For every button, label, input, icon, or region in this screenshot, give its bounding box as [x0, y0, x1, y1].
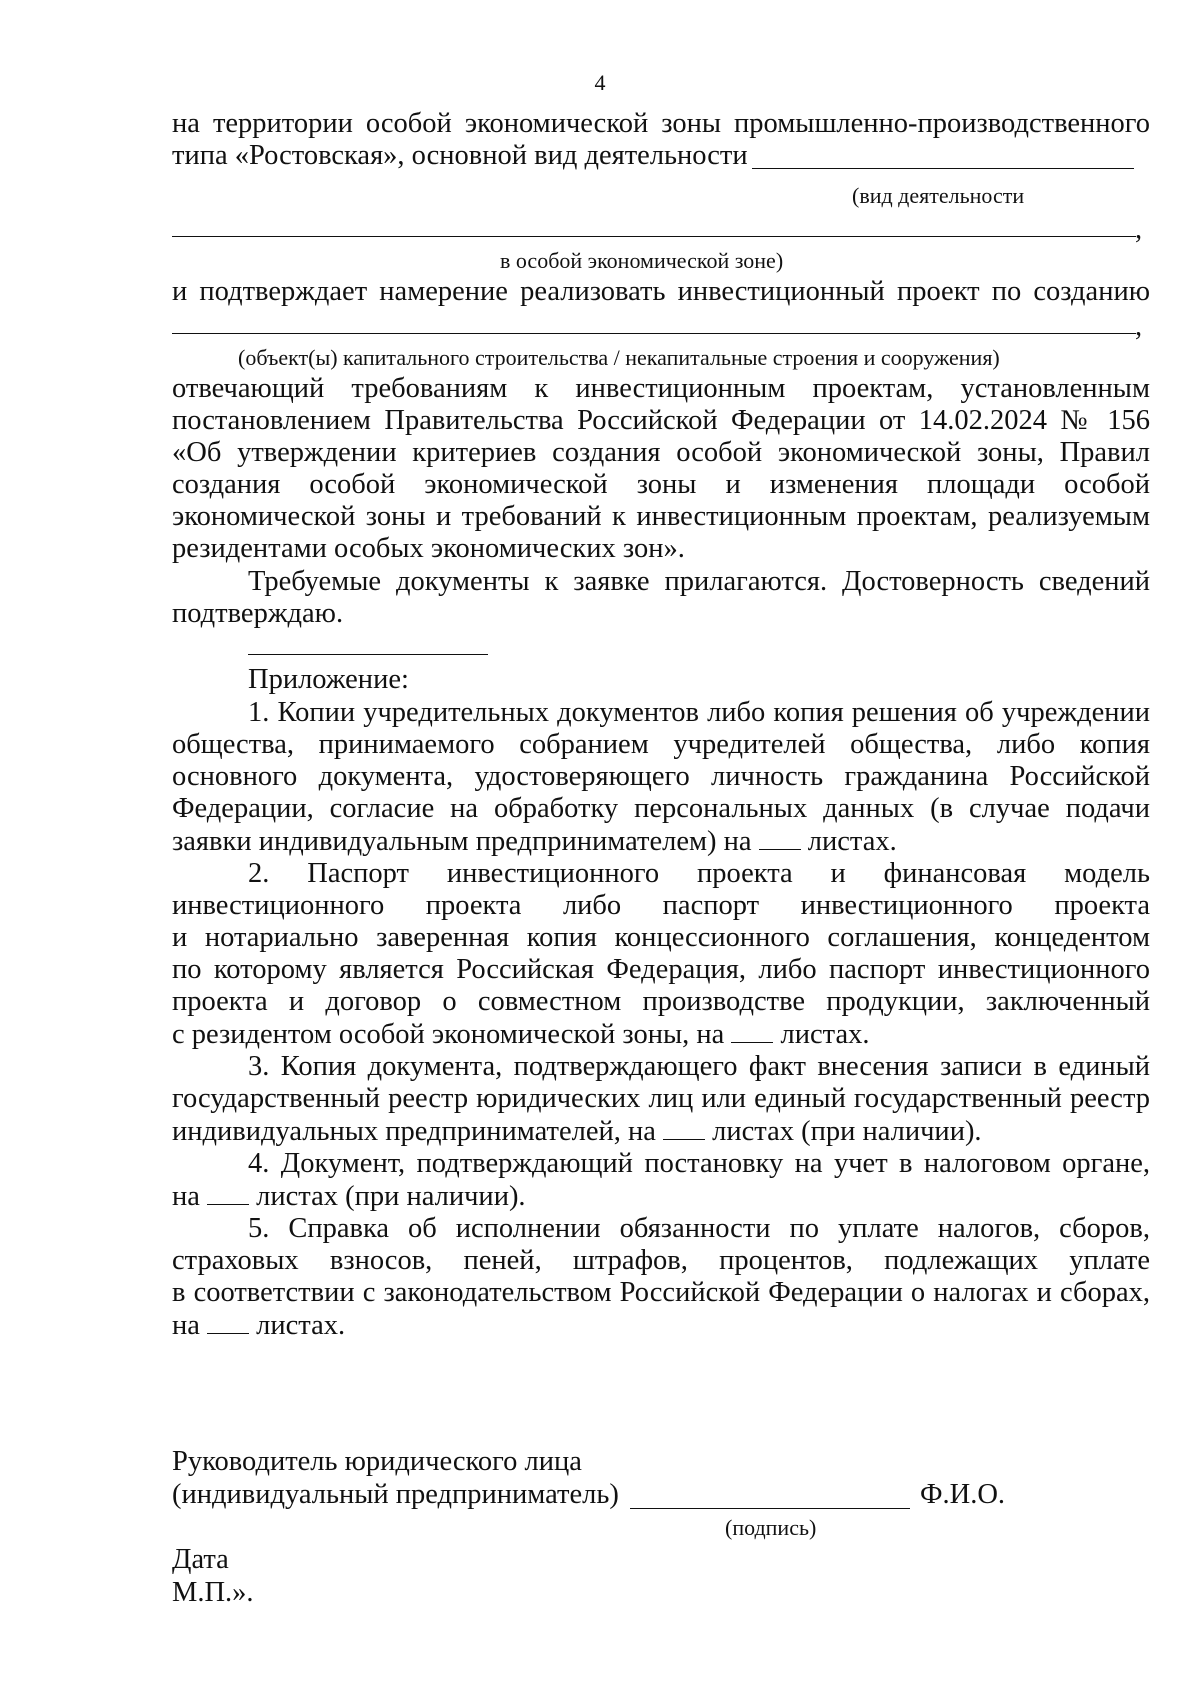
para3-line: «Об утверждении критериев создания особой экономической зоны, Правил	[172, 437, 1150, 468]
item1-line-last	[172, 825, 1150, 858]
item3-last-after: листах (при наличии).	[712, 1116, 982, 1147]
sheet-count-blank	[207, 1180, 249, 1205]
item1-line: Федерации, согласие на обработку персональных данных (в случае подачи	[172, 793, 1150, 824]
item3-last-before: индивидуальных предпринимателей, на	[172, 1116, 656, 1147]
appendix-title: Приложение:	[248, 664, 409, 695]
date-label: Дата	[172, 1544, 229, 1575]
activity-caption-b: в особой экономической зоне)	[500, 248, 784, 273]
item2-line: проекта и договор о совместном производстве продукции, заключенный	[172, 986, 1150, 1017]
item2-line: и нотариально заверенная копия концессионного соглашения, концедентом	[172, 922, 1150, 953]
para2-line1: и подтверждает намерение реализовать инвестиционный проект по созданию	[172, 276, 1150, 307]
item5-line: страховых взносов, пеней, штрафов, процентов, подлежащих уплате	[172, 1245, 1150, 1276]
para3-line: отвечающий требованиям к инвестиционным проектам, установленным	[172, 373, 1150, 404]
item3-line: 3. Копия документа, подтверждающего факт внесения записи в единый	[248, 1051, 1150, 1082]
item5-last-after: листах.	[256, 1310, 346, 1341]
signature-role-line2: (индивидуальный предприниматель)	[172, 1479, 619, 1510]
item4-line-last	[172, 1180, 1150, 1213]
sheet-count-blank	[731, 1018, 773, 1043]
object-blank-line	[172, 333, 1136, 334]
para4-line: Требуемые документы к заявке прилагаются. Достоверность сведений	[248, 566, 1150, 597]
item2-line: 2. Паспорт инвестиционного проекта и финансовая модель	[248, 858, 1150, 889]
para1-line2: типа «Ростовская», основной вид деятельности	[172, 140, 748, 171]
item5-line: в соответствии с законодательством Российской Федерации о налогах и сборах,	[172, 1277, 1150, 1308]
sheet-count-blank	[207, 1309, 249, 1334]
object-caption: (объект(ы) капитального строительства / некапитальные строения и сооружения)	[238, 345, 1000, 370]
item2-line: по которому является Российская Федерация, либо паспорт инвестиционного	[172, 954, 1150, 985]
item5-line: 5. Справка об исполнении обязанности по уплате налогов, сборов,	[248, 1213, 1150, 1244]
sheet-count-blank	[759, 825, 801, 850]
signature-blank-line	[630, 1508, 910, 1509]
para3-line: постановлением Правительства Российской Федерации от 14.02.2024 № 156	[172, 405, 1150, 436]
item2-last-after: листах.	[780, 1019, 870, 1050]
activity-blank-line-2	[172, 236, 1136, 237]
activity-caption-a: (вид деятельности	[852, 183, 1025, 208]
signature-caption: (подпись)	[725, 1515, 817, 1540]
item5-line-last	[172, 1309, 1150, 1342]
item2-line-last	[172, 1018, 1150, 1051]
item4-last-after: листах (при наличии).	[256, 1181, 526, 1212]
signature-fio: Ф.И.О.	[920, 1479, 1006, 1510]
item3-line: государственный реестр юридических лиц или единый государственный реестр	[172, 1083, 1150, 1114]
signature-role-line1: Руководитель юридического лица	[172, 1446, 582, 1477]
item4-last-before: на	[172, 1181, 200, 1212]
item1-line: общества, принимаемого собранием учредителей общества, либо копия	[172, 729, 1150, 760]
item5-last-before: на	[172, 1310, 200, 1341]
comma: ,	[1135, 214, 1143, 245]
page-number: 4	[594, 70, 606, 95]
item2-last-before: с резидентом особой экономической зоны, на	[172, 1019, 725, 1050]
para1-line1: на территории особой экономической зоны промышленно-производственного	[172, 108, 1150, 139]
para3-line: резидентами особых экономических зон».	[172, 533, 685, 564]
stamp-label: М.П.».	[172, 1577, 254, 1608]
item1-line: основного документа, удостоверяющего личность гражданина Российской	[172, 761, 1150, 792]
sheet-count-blank	[663, 1115, 705, 1140]
item2-line: инвестиционного проекта либо паспорт инвестиционного проекта	[172, 890, 1150, 921]
para3-line: создания особой экономической зоны и изменения площади особой	[172, 469, 1150, 500]
para3-line: экономической зоны и требований к инвестиционным проектам, реализуемым	[172, 501, 1150, 532]
item1-last-before: заявки индивидуальным предпринимателем) на	[172, 826, 752, 857]
separator-line	[248, 654, 488, 655]
item1-line: 1. Копии учредительных документов либо копия решения об учреждении	[248, 697, 1150, 728]
comma: ,	[1135, 311, 1143, 342]
item3-line-last	[172, 1115, 1150, 1148]
item1-last-after: листах.	[807, 826, 897, 857]
item4-line: 4. Документ, подтверждающий постановку на учет в налоговом органе,	[248, 1148, 1150, 1179]
para4-line: подтверждаю.	[172, 598, 344, 629]
activity-blank-line	[752, 168, 1134, 169]
